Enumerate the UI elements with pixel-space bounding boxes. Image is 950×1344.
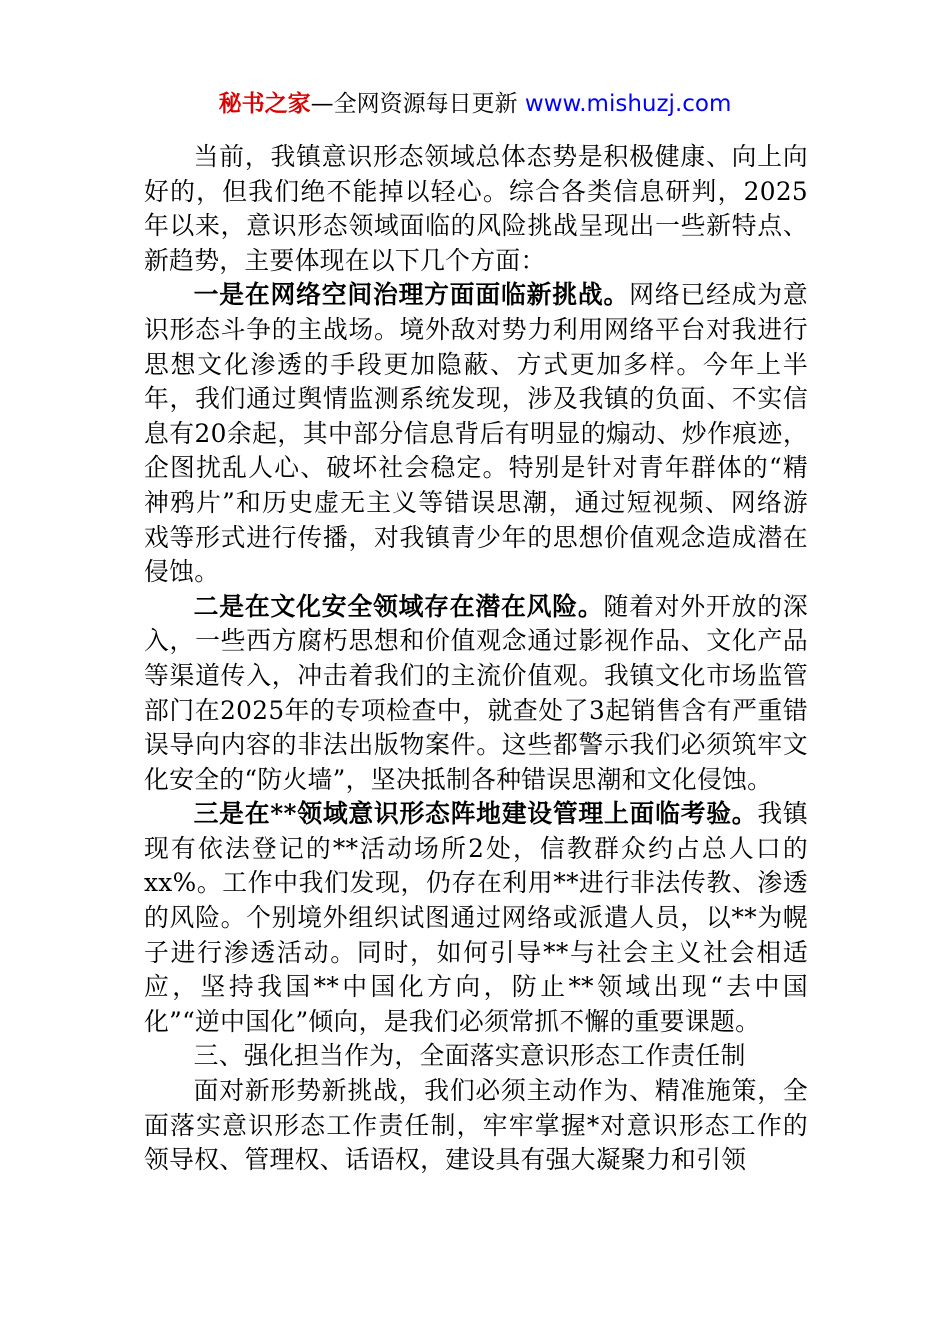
section-heading-text: 三、强化担当作为，全面落实意识形态工作责任制 bbox=[193, 1041, 746, 1071]
paragraph-lead: 三是在**领域意识形态阵地建设管理上面临考验。 bbox=[193, 799, 758, 829]
paragraph-intro bbox=[144, 140, 808, 278]
document-body bbox=[144, 140, 808, 1178]
site-url[interactable]: www.mishuzj.com bbox=[524, 91, 732, 117]
paragraph-text: 当前，我镇意识形态领域总体态势是积极健康、向上向好的，但我们绝不能掉以轻心。综合各类信息研判，2025年以来，意识形态领域面临的风险挑战呈现出一些新特点、新趋势，主要体现在以下几个方面： bbox=[144, 142, 808, 275]
paragraph-lead: 二是在文化安全领域存在潜在风险。 bbox=[193, 591, 604, 621]
site-brand: 秘书之家 bbox=[218, 91, 311, 117]
section-heading bbox=[144, 1039, 808, 1074]
paragraph-responsibility bbox=[144, 1074, 808, 1178]
paragraph-network-challenge bbox=[144, 278, 808, 589]
paragraph-text: 网络已经成为意识形态斗争的主战场。境外敌对势力利用网络平台对我进行思想文化渗透的手段更加隐蔽、方式更加多样。今年上半年，我们通过舆情监测系统发现，涉及我镇的负面、不实信息有20余起，其中部分信息背后有明显的煽动、炒作痕迹，企图扰乱人心、破坏社会稳定。特别是针对青年群体的“精神鸦片”和历史虚无主义等错误思潮，通过短视频、网络游戏等形式进行传播，对我镇青少年的思想价值观念造成潜在侵蚀。 bbox=[144, 280, 808, 587]
site-header bbox=[0, 86, 950, 122]
paragraph-text: 随着对外开放的深入，一些西方腐朽思想和价值观念通过影视作品、文化产品等渠道传入，冲击着我们的主流价值观。我镇文化市场监管部门在2025年的专项检查中，就查处了3起销售含有严重错误导向内容的非法出版物案件。这些都警示我们必须筑牢文化安全的“防火墙”，坚决抵制各种错误思潮和文化侵蚀。 bbox=[144, 591, 808, 794]
paragraph-lead: 一是在网络空间治理方面面临新挑战。 bbox=[193, 280, 630, 310]
paragraph-position-management bbox=[144, 797, 808, 1039]
paragraph-text: 面对新形势新挑战，我们必须主动作为、精准施策，全面落实意识形态工作责任制，牢牢掌握*对意识形态工作的领导权、管理权、话语权，建设具有强大凝聚力和引领 bbox=[144, 1076, 808, 1175]
paragraph-text: 我镇现有依法登记的**活动场所2处，信教群众约占总人口的xx%。工作中我们发现，仍存在利用**进行非法传教、渗透的风险。个别境外组织试图通过网络或派遣人员，以**为幌子进行渗透活动。同时，如何引导**与社会主义社会相适应，坚持我国**中国化方向，防止**领域出现“去中国化”“逆中国化”倾向，是我们必须常抓不懈的重要课题。 bbox=[144, 799, 808, 1036]
site-tagline: —全网资源每日更新 bbox=[310, 91, 525, 117]
paragraph-culture-risk bbox=[144, 590, 808, 798]
